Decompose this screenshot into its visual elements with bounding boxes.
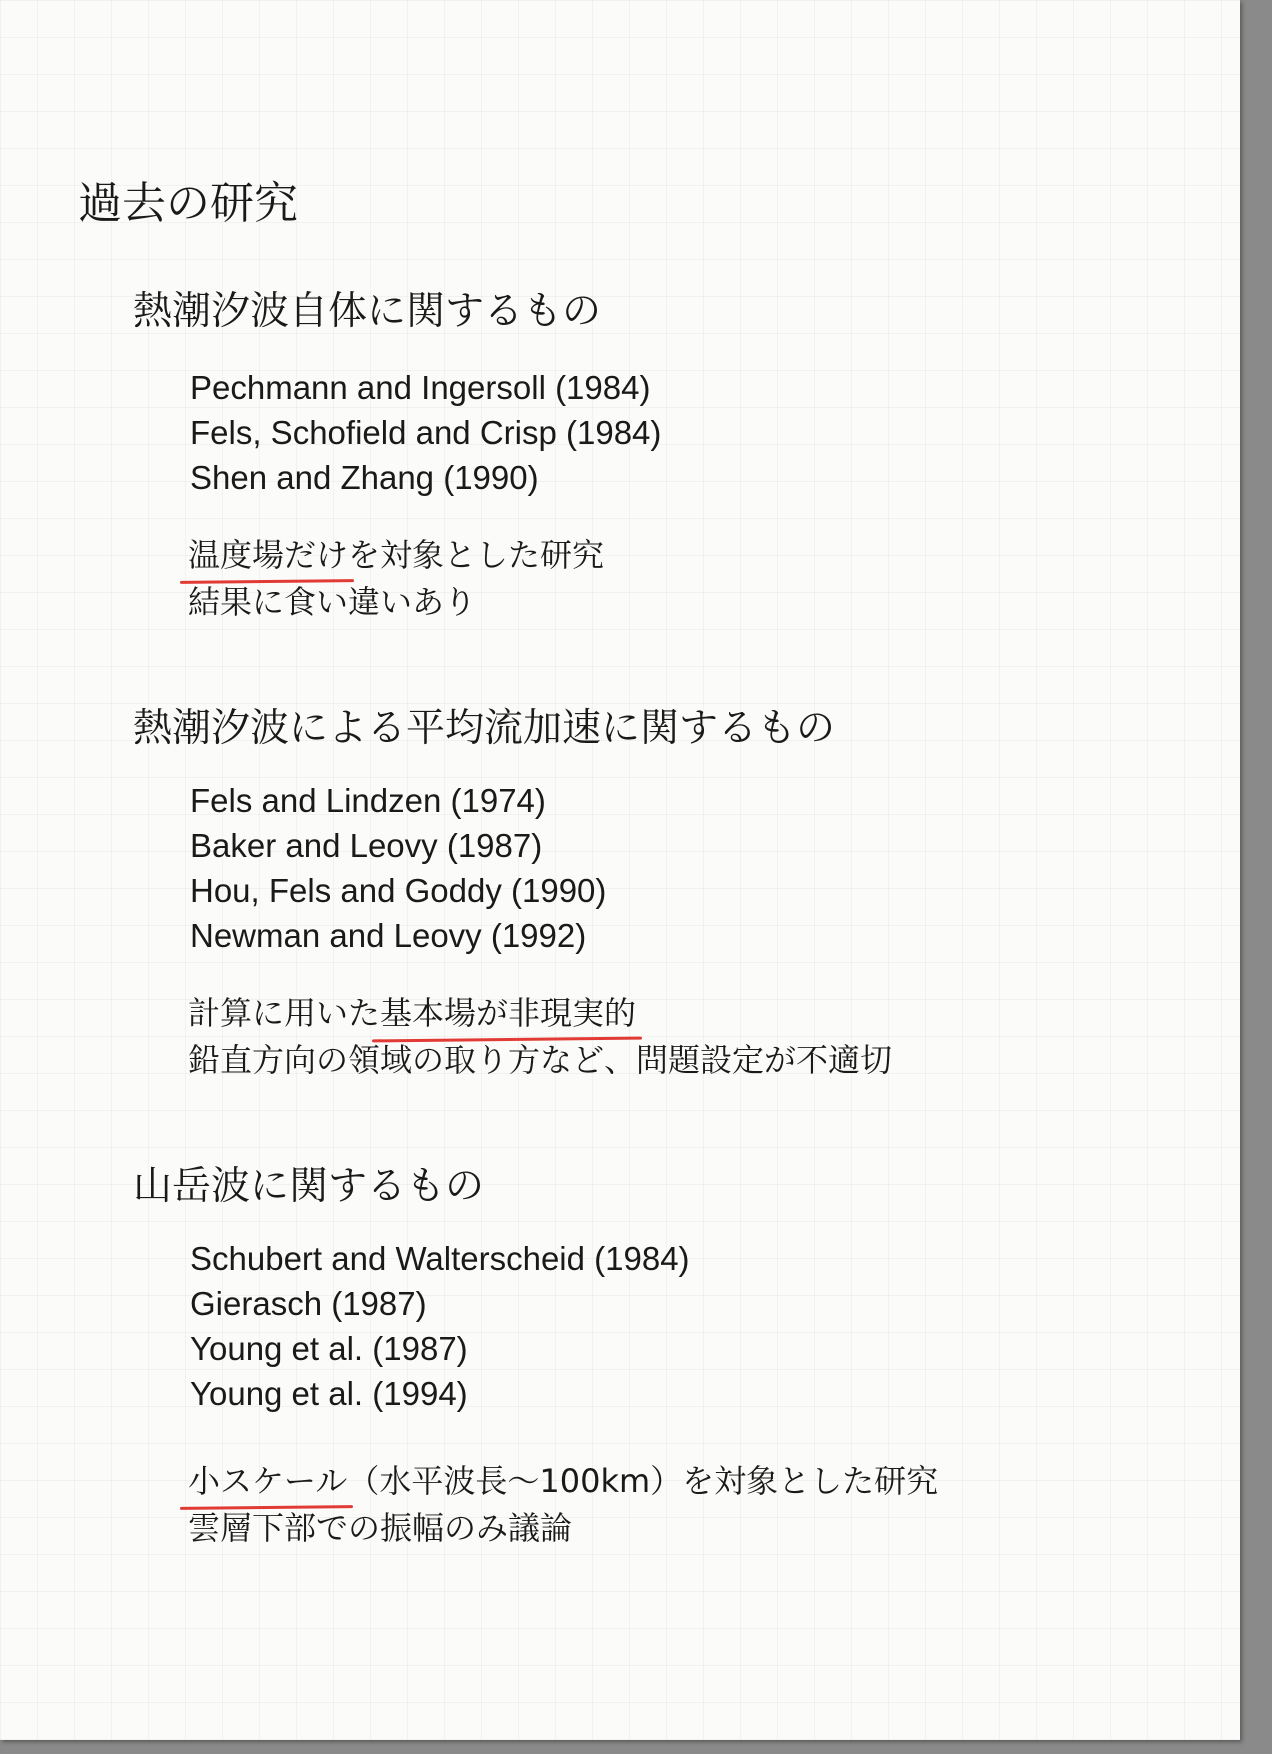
note-mountain-wave [188,1458,938,1552]
reference-item: Fels, Schofield and Crisp (1984) [190,414,662,451]
reference-item: Gierasch (1987) [190,1285,427,1322]
reference-item: Hou, Fels and Goddy (1990) [190,872,607,909]
reference-item: Young et al. (1987) [190,1330,468,1367]
note-line-1 [188,532,604,579]
section-heading-thermal-tide: 熱潮汐波自体に関するもの [133,289,602,334]
reference-item: Fels and Lindzen (1974) [190,782,546,819]
note-line-2: 雲層下部での振幅のみ議論 [188,1509,573,1547]
section-heading-mean-flow: 熱潮汐波による平均流加速に関するもの [133,706,836,751]
reference-list-thermal-tide [190,365,661,500]
underlined-phrase: 小スケール [188,1458,347,1505]
note-line-1 [188,1458,938,1505]
note-thermal-tide [188,532,604,626]
reference-item: Newman and Leovy (1992) [190,917,587,954]
reference-item: Young et al. (1994) [190,1375,468,1412]
note-text: を対象とした研究 [348,536,605,574]
reference-item: Shen and Zhang (1990) [190,459,539,496]
reference-item: Baker and Leovy (1987) [190,827,543,864]
reference-list-mean-flow [190,778,606,958]
reference-list-mountain-wave [190,1236,690,1416]
note-text: （水平波長〜100km）を対象とした研究 [347,1462,939,1500]
note-line-2: 結果に食い違いあり [188,583,477,621]
note-line-2: 鉛直方向の領域の取り方など、問題設定が不適切 [188,1041,893,1079]
reference-item: Pechmann and Ingersoll (1984) [190,369,651,406]
note-mean-flow [188,990,892,1084]
underlined-phrase: 基本場が非現実的 [380,990,636,1037]
note-text: 計算に用いた [188,994,381,1032]
page-title: 過去の研究 [78,178,298,229]
note-line-1 [188,990,892,1037]
reference-item: Schubert and Walterscheid (1984) [190,1240,690,1277]
section-heading-mountain-wave: 山岳波に関するもの [133,1164,485,1209]
underlined-phrase: 温度場だけ [188,532,348,579]
